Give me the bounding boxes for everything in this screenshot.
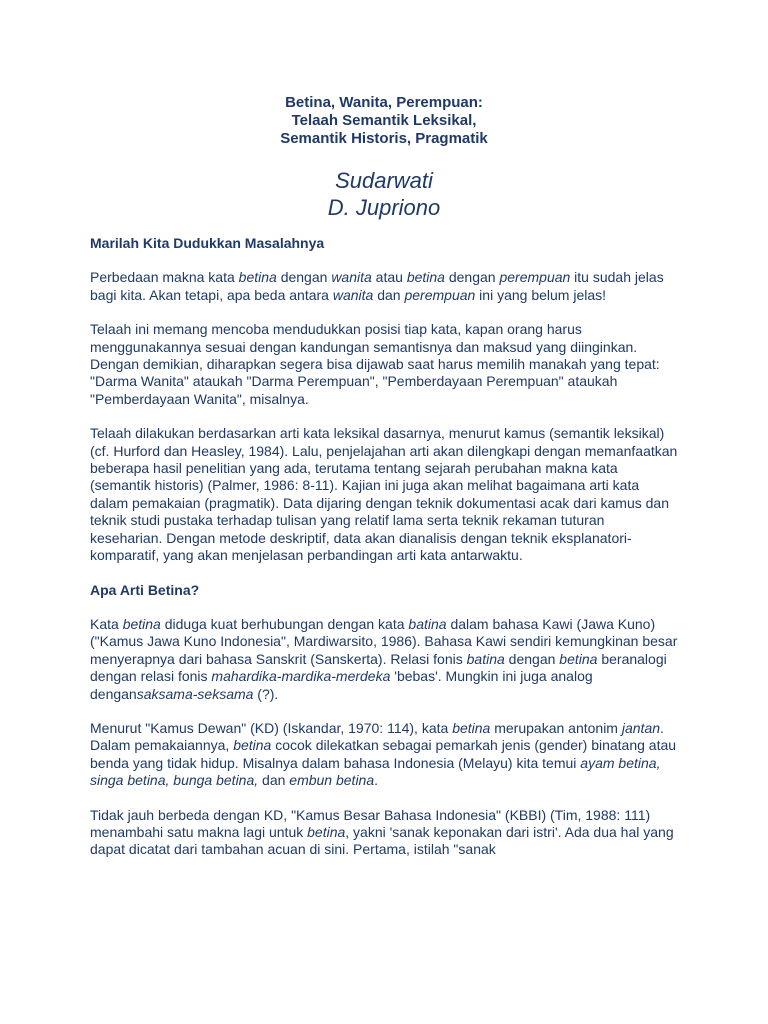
emphasis: betina [238,269,277,286]
text-run: itu sudah jelas bagi kita. Akan tetapi, apa beda antara [90,269,664,303]
text-run: ini yang belum jelas! [475,286,607,303]
text-run: (?). [253,685,279,702]
author-block [0,167,768,221]
text-run: Perbedaan makna kata [90,269,239,286]
paragraph-5 [90,720,680,790]
emphasis: betina [233,737,272,754]
text-run: dengan [276,269,332,286]
text-run: , yakni 'sanak keponakan dari istri'. Ada dua hal yang dapat dicatat dari tambahan acuan di sini. Pertama, istilah "sanak [90,823,674,858]
text-run: Kata [90,615,123,632]
emphasis: jantan [621,719,661,736]
text-run: dan [258,772,290,789]
emphasis: betina [406,269,445,286]
emphasis: betina [452,719,491,736]
paragraph-4 [90,616,680,703]
emphasis: perempuan [404,286,476,303]
emphasis: batina [466,650,505,667]
document-body [90,235,680,876]
text-run: dan [373,286,405,303]
emphasis: betina [307,823,346,840]
text-run: merupakan antonim [490,719,622,736]
section-heading-betina: Apa Arti Betina? [90,581,200,598]
text-run: . [374,772,379,789]
emphasis: saksama-seksama [136,685,254,702]
text-run: cocok dilekatkan sebagai pemarkah jenis (gender) binatang atau benda yang tidak hidup. Misalnya dalam bahasa Indonesia (Melayu) kita temui [90,737,677,771]
text-run: atau [371,269,407,286]
text-run: diduga kuat berhubungan dengan kata [160,615,409,632]
paragraph-6 [90,807,680,859]
paragraph-1 [90,269,680,304]
text-run: dalam bahasa Kawi (Jawa Kuno) ("Kamus Jawa Kuno Indonesia", Mardiwarsito, 1986). Bahasa Kawi sendiri kemungkinan besar menyerapnya dari bahasa Sanskrit (Sanskerta). Relasi fonis [90,615,678,667]
author-line-1: Sudarwati [335,168,433,193]
emphasis: wanita [332,286,374,303]
text-run: . Dalam pemakaiannya, [90,719,664,754]
text-run: 'bebas'. Mungkin ini juga analog dengan [90,668,593,702]
emphasis: perempuan [499,269,571,286]
text-run: dengan [504,650,560,667]
text-run: Menurut "Kamus Dewan" (KD) (Iskandar, 1970: 114), kata [90,719,453,736]
emphasis: ayam betina, singa betina, bunga betina, [90,754,661,789]
emphasis: betina [122,615,161,632]
title-line-3: Semantik Historis, Pragmatik [280,130,488,147]
document-title [0,94,768,148]
author-line-2: D. Jupriono [327,195,441,220]
text-run: dengan [444,269,500,286]
title-line-2: Telaah Semantik Leksikal, [291,112,477,129]
emphasis: embun betina [289,772,375,789]
text-run: Tidak jauh berbeda dengan KD, "Kamus Besar Bahasa Indonesia" (KBBI) (Tim, 1988: 111) menambahi satu makna lagi untuk [90,806,651,840]
section-heading-masalah: Marilah Kita Dudukkan Masalahnya [90,235,325,251]
emphasis: batina [408,615,447,632]
paragraph-3: Telaah dilakukan berdasarkan arti kata leksikal dasarnya, menurut kamus (semantik leksikal) (cf. Hurford dan Heasley, 1984). Lalu, penjelajahan arti akan dilengkapi dengan memanfaatkan beberapa hasil penelitian yang ada, terutama tentang sejarah perubahan makna kata (semantik historis) (Palmer, 1986: 8-11). Kajian ini juga akan melihat bagaimana arti kata dalam pemakaian (pragmatik). Data dijaring dengan teknik dokumentasi acak dari kamus dan teknik studi pustaka terhadap tulisan yang relatif lama serta teknik rekaman tuturan keseharian. Dengan metode deskriptif, data akan dianalisis dengan teknik eksplanatori-komparatif, yang akan menjelasan perbandingan arti kata antarwaktu. [90,425,678,564]
paragraph-2: Telaah ini memang mencoba mendudukkan posisi tiap kata, kapan orang harus menggunakannya sesuai dengan kandungan semantisnya dan maksud yang diinginkan. Dengan demikian, diharapkan segera bisa dijawab saat harus memilih manakah yang tepat: "Darma Wanita" ataukah "Darma Perempuan", "Pemberdayaan Perempuan" ataukah "Pemberdayaan Wanita", misalnya. [90,321,660,407]
text-run: beranalogi dengan relasi fonis [90,650,667,685]
title-line-1: Betina, Wanita, Perempuan: [285,94,483,111]
emphasis: betina [559,650,598,667]
emphasis: wanita [331,269,372,286]
emphasis: mahardika-mardika-merdeka [211,668,391,685]
